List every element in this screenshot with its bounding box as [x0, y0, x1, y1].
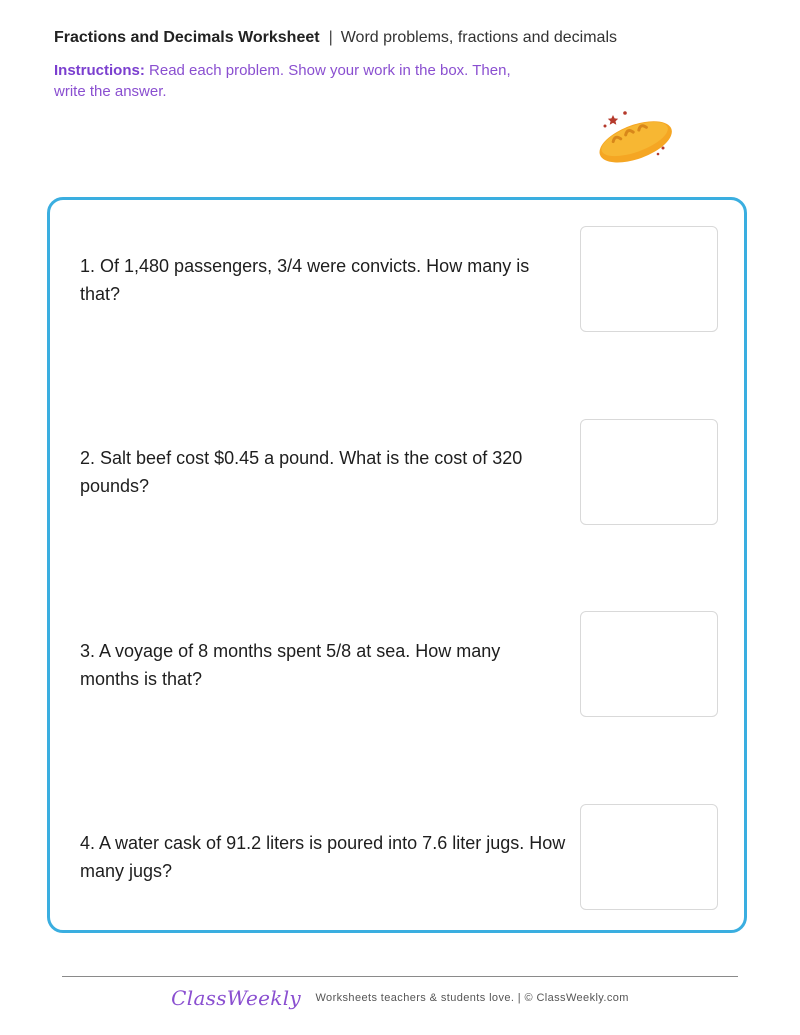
problem-4: 4. A water cask of 91.2 liters is poured into 7.6 liter jugs. How many jugs? [80, 833, 566, 881]
classweekly-logo: ClassWeekly [171, 986, 302, 1010]
answer-box-1[interactable] [580, 226, 718, 332]
problem-1: 1. Of 1,480 passengers, 3/4 were convicts. How many is that? [80, 256, 530, 304]
problem-2: 2. Salt beef cost $0.45 a pound. What is the cost of 320 pounds? [80, 448, 523, 496]
answer-box-2[interactable] [580, 419, 718, 525]
answer-box-3[interactable] [580, 611, 718, 717]
answer-box-4[interactable] [580, 804, 718, 910]
worksheet-subtitle: Word problems, fractions and decimals [340, 29, 617, 46]
instructions [54, 60, 544, 102]
instructions-text: Read each problem. Show your work in the box. Then, write the answer. [54, 62, 511, 100]
header-separator: | [328, 29, 333, 46]
bread-loaf-icon [592, 106, 678, 170]
footer-rule [62, 976, 738, 977]
problem-3: 3. A voyage of 8 months spent 5/8 at sea. How many months is that? [80, 641, 501, 689]
footer [0, 986, 800, 1010]
worksheet-title: Fractions and Decimals Worksheet [54, 29, 320, 46]
footer-tagline: Worksheets teachers & students love. | © ClassWeekly.com [315, 992, 629, 1004]
worksheet-header [54, 28, 617, 48]
instructions-label: Instructions: [54, 62, 145, 79]
